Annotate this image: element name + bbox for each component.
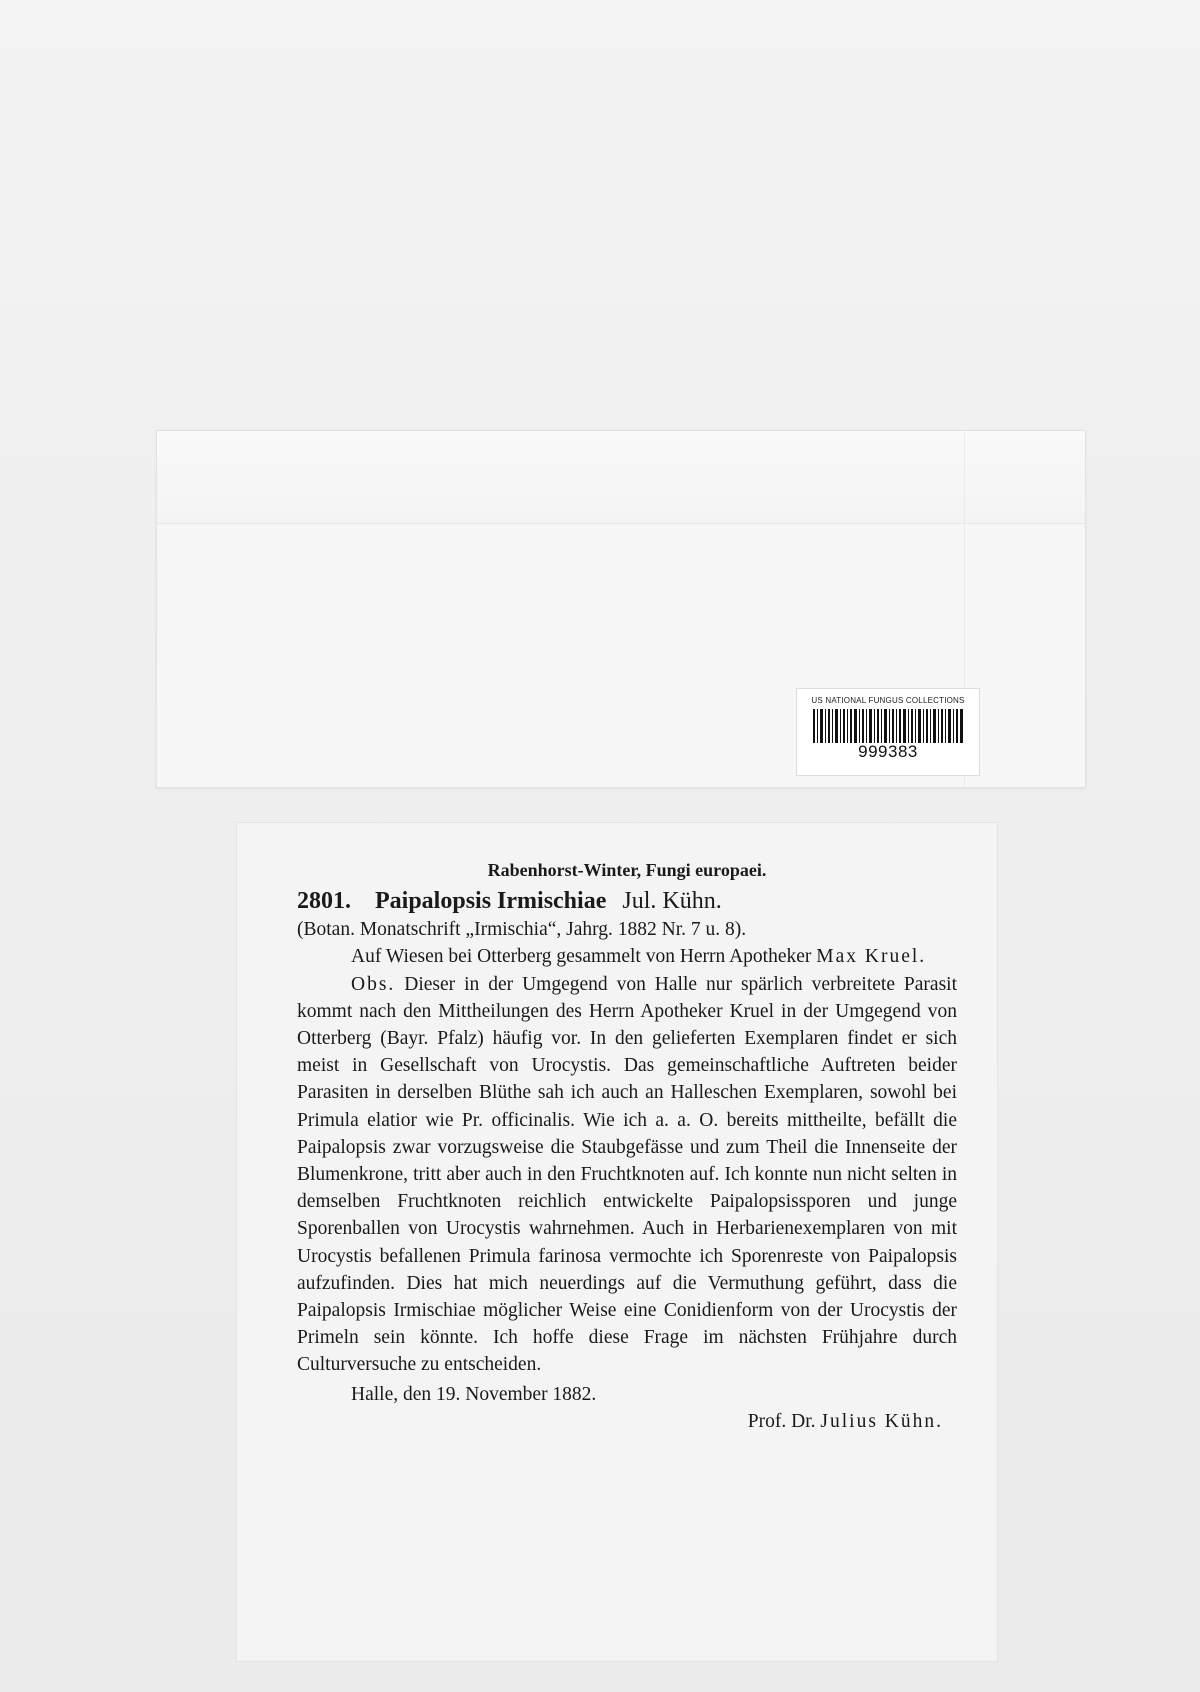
envelope-flap [157, 431, 1085, 524]
barcode-icon [813, 709, 963, 743]
printed-label [236, 822, 998, 1662]
locality [297, 943, 957, 970]
label-text [297, 857, 957, 1435]
citation: (Botan. Monatschrift „Irmischia“, Jahrg. 1882 Nr. 7 u. 8). [297, 919, 747, 941]
obs-text: Dieser in der Umgegend von Halle nur spärlich verbreitete Parasit kommt nach den Mittheilungen des Herrn Apotheker Kruel in der Umgegend von Otterberg (Bayr. Pfalz) häufig vor. In den gelieferten Exemplaren findet er sich meist in Gesellschaft von Urocystis. Das gemeinschaftliche Auftreten beider Parasiten in derselben Blüthe sah ich auch an Halleschen Exemplaren, sowohl bei Primula elatior wie Pr. officinalis. Wie ich a. a. O. bereits mittheilte, befällt die Paipalopsis zwar vorzugsweise die Staubgefässe und zum Theil die Innenseite der Blumenkrone, tritt aber auch in den Fruchtknoten auf. Ich konnte nun nicht selten in demselben Fruchtknoten reichlich entwickelte Paipalopsissporen und junge Sporenballen von Urocystis wahrnehmen. Auch in Herbarienexemplaren von mit Urocystis befallenen Primula farinosa vermochte ich Sporenreste von Paipalopsis aufzufinden. Dies hat mich neuerdings auf die Vermuthung geführt, dass die Paipalopsis Irmischiae möglicher Weise eine Conidienform von der Urocystis der Primeln sein könnte. Ich hoffe diese Frage im nächsten Frühjahre durch Culturversuche zu entscheiden. [297, 973, 958, 1376]
obs-label: Obs. [351, 973, 396, 995]
series-title: Rabenhorst-Winter, Fungi europaei. [487, 860, 767, 880]
barcode-institution: US NATIONAL FUNGUS COLLECTIONS [811, 696, 965, 705]
species-name: Paipalopsis Irmischiae [375, 888, 607, 915]
barcode-number: 999383 [858, 742, 918, 761]
dateline: Halle, den 19. November 1882. [351, 1383, 597, 1405]
signature-name: Julius Kühn. [820, 1410, 943, 1432]
signature [297, 1408, 957, 1435]
exsiccata-number: 2801. [297, 888, 351, 915]
envelope-fold [964, 431, 1085, 787]
barcode-label [796, 688, 980, 776]
taxon-heading [297, 886, 957, 916]
collector-name: Max Kruel. [816, 946, 927, 968]
observation-paragraph [297, 971, 957, 1379]
species-authority: Jul. Kühn. [622, 888, 722, 915]
signature-title: Prof. Dr. [747, 1410, 816, 1432]
locality-text: Auf Wiesen bei Otterberg gesammelt von Herrn Apotheker [351, 946, 812, 968]
